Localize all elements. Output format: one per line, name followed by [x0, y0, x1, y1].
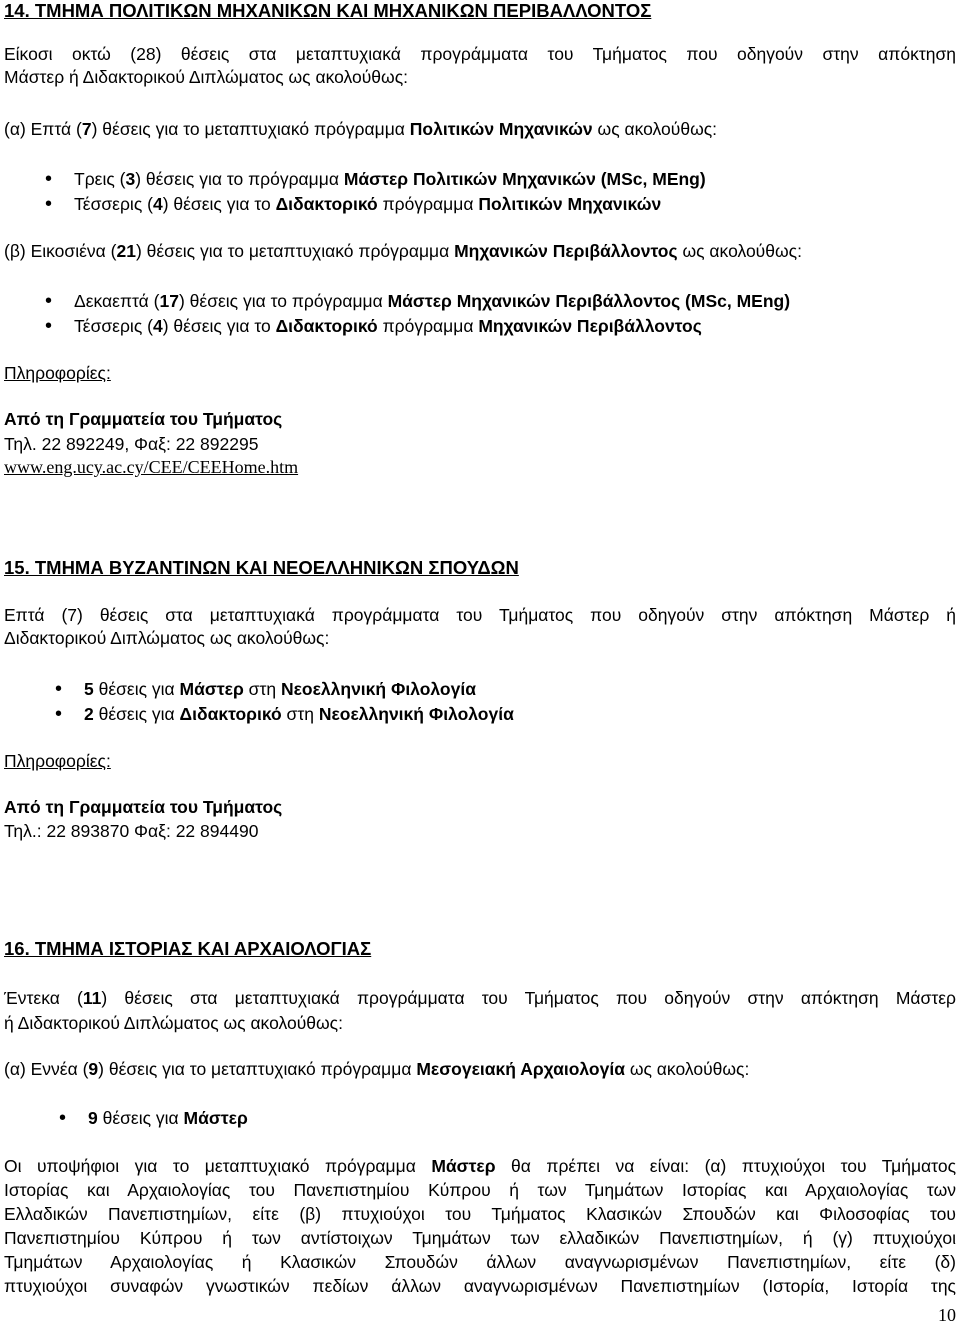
section-15-intro-line-1: Επτά (7) θέσεις στα μεταπτυχιακά προγράμματα του Τμήματος που οδηγούν στην απόκτηση Μάστερ ή	[4, 605, 956, 625]
section-14-group-a: (α) Επτά (7) θέσεις για το μεταπτυχιακό πρόγραμμα Πολιτικών Μηχανικών ως ακολούθως:	[4, 119, 718, 139]
section-16-heading: 16. ΤΜΗΜΑ ΙΣΤΟΡΙΑΣ ΚΑΙ ΑΡΧΑΙΟΛΟΓΙΑΣ	[4, 938, 372, 959]
section-14-heading: 14. ΤΜΗΜΑ ΠΟΛΙΤΙΚΩΝ ΜΗΧΑΝΙΚΩΝ ΚΑΙ ΜΗΧΑΝΙΚΩΝ ΠΕΡΙΒΑΛΛΟΝΤΟΣ	[4, 0, 652, 21]
section-14-info-label: Πληροφορίες:	[4, 363, 111, 383]
section-16-intro-line-1: Έντεκα (11) θέσεις στα μεταπτυχιακά προγράμματα του Τμήματος που οδηγούν στην απόκτηση Μάστερ	[4, 988, 956, 1008]
section-16-intro-line-2: ή Διδακτορικού Διπλώματος ως ακολούθως:	[4, 1013, 343, 1033]
section-15-phone: Τηλ.: 22 893870 Φαξ: 22 894490	[4, 821, 259, 841]
section-14-intro-line-1: Είκοσι οκτώ (28) θέσεις στα μεταπτυχιακά προγράμματα του Τμήματος που οδηγούν στην απόκτηση	[4, 44, 956, 64]
section-14-secretariat: Από τη Γραμματεία του Τμήματος	[4, 409, 283, 429]
list-item: • Τέσσερις (4) θέσεις για το Διδακτορικό πρόγραμμα Πολιτικών Μηχανικών	[74, 193, 661, 215]
section-14-group-b: (β) Εικοσιένα (21) θέσεις για το μεταπτυχιακό πρόγραμμα Μηχανικών Περιβάλλοντος ως ακολούθως:	[4, 241, 802, 261]
section-14-url-link[interactable]: www.eng.ucy.ac.cy/CEE/CEEHome.htm	[4, 457, 299, 477]
section-15-intro-line-2: Διδακτορικού Διπλώματος ως ακολούθως:	[4, 628, 330, 648]
section-14-phone: Τηλ. 22 892249, Φαξ: 22 892295	[4, 434, 259, 454]
section-16-paragraph-line-4: Πανεπιστημίου Κύπρου ή των αντίστοιχων Τμημάτων των ελλαδικών Πανεπιστημίων, ή (γ) πτυχιούχοι	[4, 1228, 956, 1248]
page-number: 10	[938, 1305, 956, 1325]
section-16-group-a: (α) Εννέα (9) θέσεις για το μεταπτυχιακό πρόγραμμα Μεσογειακή Αρχαιολογία ως ακολούθως:	[4, 1059, 750, 1079]
section-14-intro-line-2: Μάστερ ή Διδακτορικού Διπλώματος ως ακολούθως:	[4, 67, 409, 87]
section-16-paragraph-line-5: Τμημάτων Αρχαιολογίας ή Κλασικών Σπουδών άλλων αναγνωρισμένων Πανεπιστημίων, είτε (δ)	[4, 1252, 956, 1272]
list-item: • 9 θέσεις για Μάστερ	[88, 1107, 248, 1129]
list-item: • 5 θέσεις για Μάστερ στη Νεοελληνική Φιλολογία	[84, 678, 476, 700]
list-item: • Τρεις (3) θέσεις για το πρόγραμμα Μάστερ Πολιτικών Μηχανικών (MSc, MEng)	[74, 168, 706, 190]
section-15-info-label: Πληροφορίες:	[4, 751, 111, 771]
section-15-secretariat: Από τη Γραμματεία του Τμήματος	[4, 797, 283, 817]
list-item: • 2 θέσεις για Διδακτορικό στη Νεοελληνική Φιλολογία	[84, 703, 514, 725]
list-item: • Δεκαεπτά (17) θέσεις για το πρόγραμμα Μάστερ Μηχανικών Περιβάλλοντος (MSc, MEng)	[74, 290, 790, 312]
section-16-paragraph-line-1: Οι υποψήφιοι για το μεταπτυχιακό πρόγραμμα Μάστερ θα πρέπει να είναι: (α) πτυχιούχοι του Τμήματος	[4, 1156, 956, 1176]
section-16-paragraph-line-3: Ελλαδικών Πανεπιστημίων, είτε (β) πτυχιούχοι του Τμήματος Κλασικών Σπουδών και Φιλοσοφίας του	[4, 1204, 956, 1224]
section-15-heading: 15. ΤΜΗΜΑ ΒΥΖΑΝΤΙΝΩΝ ΚΑΙ ΝΕΟΕΛΛΗΝΙΚΩΝ ΣΠΟΥΔΩΝ	[4, 557, 519, 578]
list-item: • Τέσσερις (4) θέσεις για το Διδακτορικό πρόγραμμα Μηχανικών Περιβάλλοντος	[74, 315, 702, 337]
section-16-paragraph-line-2: Ιστορίας και Αρχαιολογίας του Πανεπιστημίου Κύπρου ή των Τμημάτων Ιστορίας και Αρχαιολογίας των	[4, 1180, 956, 1200]
section-16-paragraph-line-6: πτυχιούχοι συναφών γνωστικών πεδίων άλλων αναγνωρισμένων Πανεπιστημίων (Ιστορία, Ιστορία της	[4, 1276, 956, 1296]
